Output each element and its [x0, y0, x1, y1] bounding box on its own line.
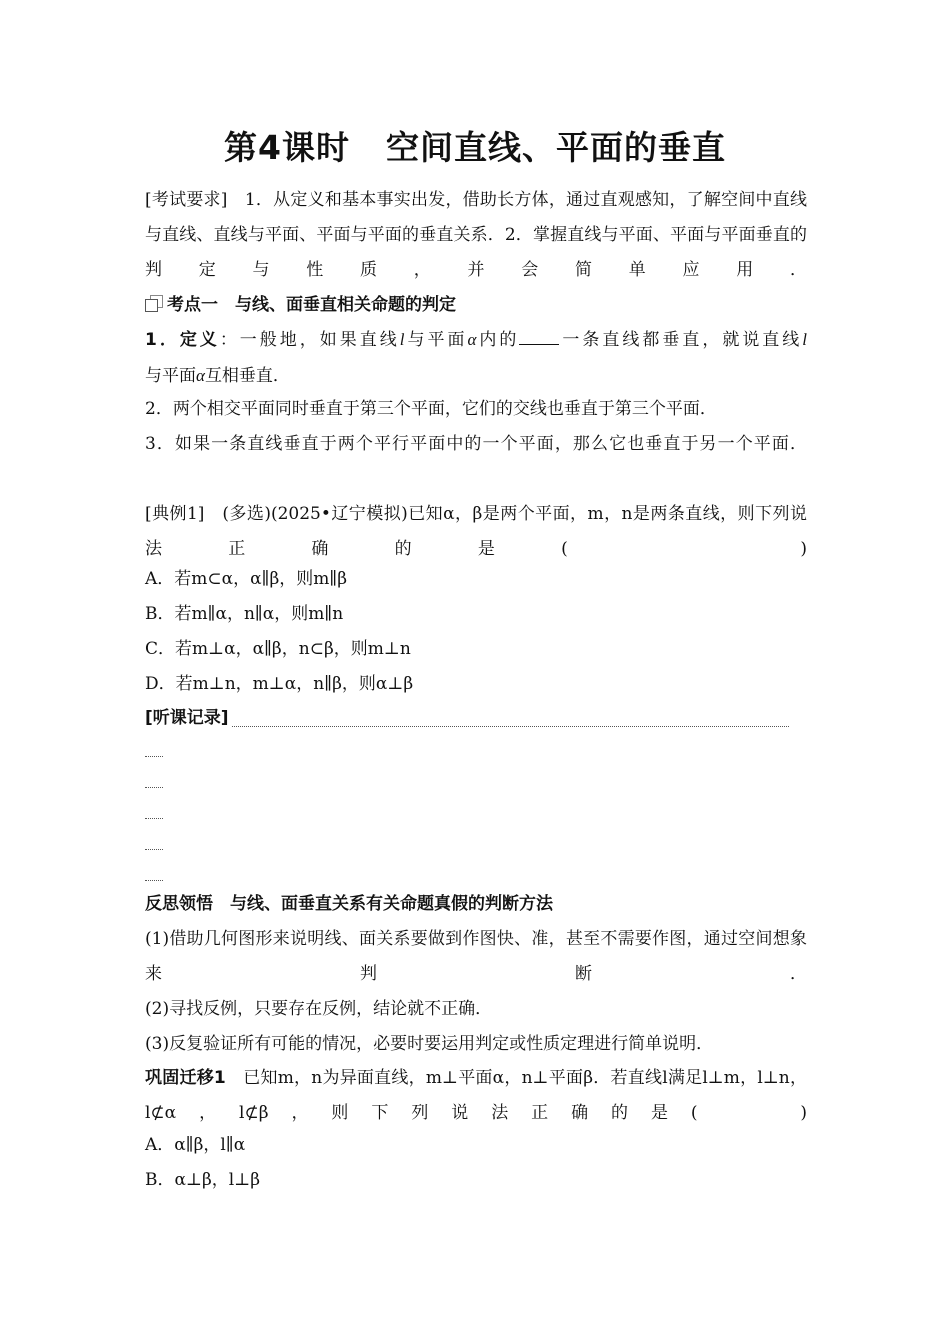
example-1-label: [典例1]: [145, 504, 205, 524]
definition-3: 3．如果一条直线垂直于两个平行平面中的一个平面，那么它也垂直于另一个平面．: [145, 434, 807, 454]
notes-blank-line[interactable]: [145, 787, 163, 788]
page-title: 第4课时 空间直线、平面的垂直: [224, 128, 726, 167]
transfer-1-label: 巩固迁移1: [145, 1068, 226, 1088]
reflection-heading: 反思领悟 与线、面垂直关系有关命题真假的判断方法: [145, 894, 553, 914]
transfer-1-option-a: A．α∥β，l∥α: [145, 1135, 246, 1155]
exam-requirements: [145, 183, 807, 288]
example-1-stem: [典例1] (多选)(2025•辽宁模拟)已知α，β是两个平面，m，n是两条直线，则下列说法正确的是( ): [145, 504, 807, 559]
example-1-option-a: A．若m⊂α，α∥β，则m∥β: [145, 569, 348, 589]
notes-blank-line[interactable]: [145, 756, 163, 757]
fill-blank: [519, 330, 559, 345]
example-1-option-b: B．若m∥α，n∥α，则m∥n: [145, 604, 344, 624]
example-1-option-c: C．若m⊥α，α∥β，n⊂β，则m⊥n: [145, 639, 411, 659]
transfer-1-stem: 巩固迁移1 已知m，n为异面直线，m⊥平面α，n⊥平面β．若直线l满足l⊥m，l⊥n，l⊄α，l⊄β，则下列说法正确的是( ): [145, 1068, 807, 1123]
transfer-1-option-b: B．α⊥β，l⊥β: [145, 1170, 261, 1190]
reflection-item-2: (2)寻找反例，只要存在反例，结论就不正确．: [145, 999, 493, 1019]
notes-blank-line[interactable]: [145, 880, 163, 881]
section-icon: [145, 295, 163, 313]
requirements-label: [考试要求]: [145, 190, 228, 210]
lecture-notes: [听课记录]: [145, 706, 229, 730]
kaodian-heading: 考点一 与线、面垂直相关命题的判定: [145, 290, 456, 320]
notes-blank-line[interactable]: [145, 818, 163, 819]
reflection-item-1: (1)借助几何图形来说明线、面关系要做到作图快、准，甚至不需要作图，通过空间想象来判断．: [145, 929, 807, 984]
requirements-text: 1．从定义和基本事实出发，借助长方体，通过直观感知，了解空间中直线与直线、直线与平面、平面与平面的垂直关系．2．掌握直线与平面、平面与平面垂直的判定与性质，并会简单应用．: [145, 190, 808, 280]
reflection-item-3: (3)反复验证所有可能的情况，必要时要运用判定或性质定理进行简单说明．: [145, 1034, 714, 1054]
definition-2: 2．两个相交平面同时垂直于第三个平面，它们的交线也垂直于第三个平面．: [145, 399, 717, 419]
notes-line[interactable]: [232, 726, 789, 727]
definition-1: 1．定义：一般地，如果直线l与平面α内的 一条直线都垂直，就说直线l 与平面α互相垂直．: [145, 330, 808, 386]
example-1-option-d: D．若m⊥n，m⊥α，n∥β，则α⊥β: [145, 674, 414, 694]
notes-blank-line[interactable]: [145, 849, 163, 850]
